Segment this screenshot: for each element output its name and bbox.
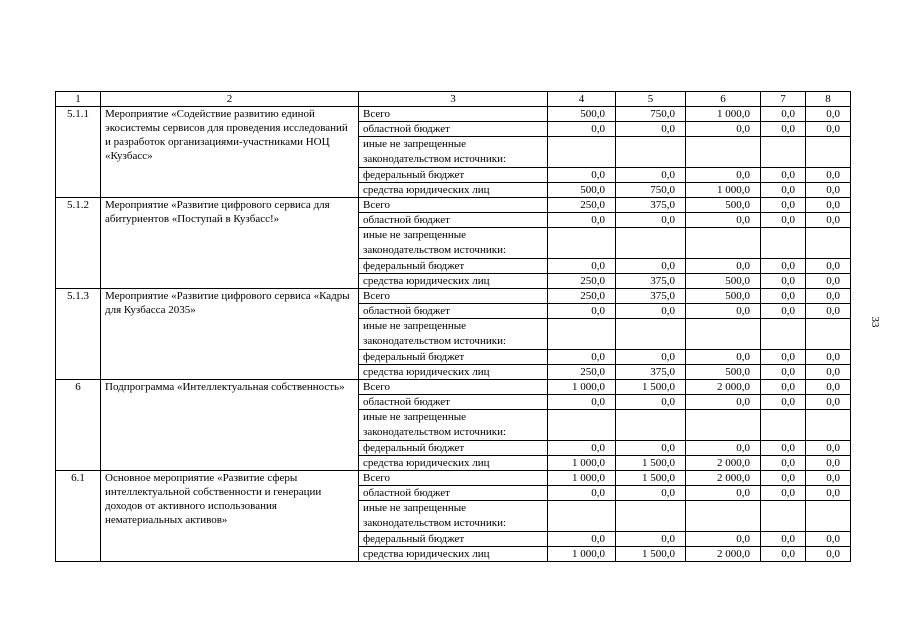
header-cell: 5: [616, 92, 686, 107]
table-row: [56, 289, 851, 304]
amount-cell: [761, 137, 806, 168]
item-name: Мероприятие «Развитие цифрового сервиса «Кадры для Кузбасса 2035»: [101, 289, 359, 380]
item-code: 6: [56, 380, 101, 471]
amount-cell: [806, 319, 851, 350]
amount-cell: 0,0: [761, 532, 806, 547]
funding-source-label: федеральный бюджет: [359, 168, 548, 183]
amount-cell: 0,0: [761, 289, 806, 304]
item-code: 5.1.2: [56, 198, 101, 289]
amount-cell: 0,0: [761, 304, 806, 319]
header-cell: 6: [686, 92, 761, 107]
amount-cell: 0,0: [548, 122, 616, 137]
funding-source-label: иные не запрещенные законодательством источники:: [359, 410, 548, 441]
header-cell: 1: [56, 92, 101, 107]
amount-cell: [616, 228, 686, 259]
amount-cell: 0,0: [806, 486, 851, 501]
amount-cell: 0,0: [686, 304, 761, 319]
amount-cell: 0,0: [806, 107, 851, 122]
amount-cell: [806, 410, 851, 441]
amount-cell: 500,0: [686, 198, 761, 213]
amount-cell: 0,0: [548, 168, 616, 183]
amount-cell: 0,0: [616, 532, 686, 547]
amount-cell: 0,0: [548, 259, 616, 274]
amount-cell: [806, 501, 851, 532]
funding-source-label: средства юридических лиц: [359, 365, 548, 380]
amount-cell: 0,0: [686, 259, 761, 274]
amount-cell: 0,0: [806, 274, 851, 289]
amount-cell: [548, 228, 616, 259]
amount-cell: 0,0: [761, 471, 806, 486]
amount-cell: 500,0: [548, 107, 616, 122]
item-name: Мероприятие «Содействие развитию единой экосистемы сервисов для проведения исследований и разработок организациями-участниками НОЦ «Кузбасс»: [101, 107, 359, 198]
amount-cell: 0,0: [761, 213, 806, 228]
funding-source-label: Всего: [359, 107, 548, 122]
amount-cell: 0,0: [761, 365, 806, 380]
amount-cell: 375,0: [616, 365, 686, 380]
table-row: [56, 380, 851, 395]
amount-cell: 0,0: [806, 365, 851, 380]
amount-cell: 0,0: [548, 350, 616, 365]
amount-cell: 0,0: [686, 395, 761, 410]
amount-cell: 0,0: [806, 198, 851, 213]
amount-cell: 500,0: [686, 365, 761, 380]
amount-cell: 0,0: [616, 395, 686, 410]
header-cell: 4: [548, 92, 616, 107]
amount-cell: 0,0: [686, 486, 761, 501]
amount-cell: 0,0: [761, 441, 806, 456]
amount-cell: 0,0: [761, 274, 806, 289]
funding-source-label: Всего: [359, 198, 548, 213]
header-cell: 2: [101, 92, 359, 107]
funding-source-label: федеральный бюджет: [359, 441, 548, 456]
amount-cell: 0,0: [806, 213, 851, 228]
amount-cell: 2 000,0: [686, 471, 761, 486]
amount-cell: 0,0: [616, 486, 686, 501]
amount-cell: 0,0: [806, 441, 851, 456]
amount-cell: 1 000,0: [686, 107, 761, 122]
amount-cell: [548, 410, 616, 441]
amount-cell: 0,0: [806, 350, 851, 365]
amount-cell: 1 000,0: [548, 547, 616, 562]
amount-cell: 0,0: [761, 395, 806, 410]
amount-cell: 0,0: [548, 304, 616, 319]
amount-cell: 0,0: [686, 532, 761, 547]
amount-cell: 750,0: [616, 183, 686, 198]
amount-cell: 0,0: [548, 486, 616, 501]
amount-cell: 0,0: [761, 183, 806, 198]
amount-cell: 375,0: [616, 274, 686, 289]
item-code: 5.1.3: [56, 289, 101, 380]
funding-source-label: областной бюджет: [359, 486, 548, 501]
amount-cell: 0,0: [686, 441, 761, 456]
amount-cell: 1 000,0: [548, 380, 616, 395]
amount-cell: [616, 137, 686, 168]
amount-cell: 0,0: [616, 259, 686, 274]
amount-cell: 0,0: [806, 395, 851, 410]
funding-source-label: иные не запрещенные законодательством источники:: [359, 228, 548, 259]
header-row: [56, 92, 851, 107]
table-row: [56, 107, 851, 122]
amount-cell: 0,0: [806, 183, 851, 198]
funding-source-label: областной бюджет: [359, 213, 548, 228]
amount-cell: 0,0: [548, 532, 616, 547]
amount-cell: 2 000,0: [686, 456, 761, 471]
amount-cell: [761, 410, 806, 441]
amount-cell: 0,0: [761, 107, 806, 122]
amount-cell: 0,0: [761, 198, 806, 213]
amount-cell: 0,0: [806, 259, 851, 274]
page-number: 33: [869, 316, 881, 328]
amount-cell: 0,0: [761, 350, 806, 365]
amount-cell: [616, 319, 686, 350]
amount-cell: 0,0: [806, 547, 851, 562]
amount-cell: 2 000,0: [686, 380, 761, 395]
amount-cell: [616, 501, 686, 532]
amount-cell: [548, 319, 616, 350]
amount-cell: [806, 137, 851, 168]
funding-source-label: федеральный бюджет: [359, 532, 548, 547]
funding-source-label: средства юридических лиц: [359, 274, 548, 289]
amount-cell: [686, 319, 761, 350]
amount-cell: 1 500,0: [616, 471, 686, 486]
amount-cell: 0,0: [806, 456, 851, 471]
funding-source-label: областной бюджет: [359, 122, 548, 137]
amount-cell: 0,0: [806, 471, 851, 486]
amount-cell: 0,0: [806, 168, 851, 183]
amount-cell: [686, 410, 761, 441]
funding-source-label: иные не запрещенные законодательством источники:: [359, 137, 548, 168]
amount-cell: 0,0: [806, 532, 851, 547]
amount-cell: 250,0: [548, 289, 616, 304]
amount-cell: 0,0: [616, 168, 686, 183]
funding-source-label: средства юридических лиц: [359, 456, 548, 471]
header-cell: 8: [806, 92, 851, 107]
amount-cell: 1 500,0: [616, 456, 686, 471]
amount-cell: 1 000,0: [548, 471, 616, 486]
amount-cell: 0,0: [548, 395, 616, 410]
item-code: 5.1.1: [56, 107, 101, 198]
amount-cell: 0,0: [761, 380, 806, 395]
amount-cell: 0,0: [806, 122, 851, 137]
item-name: Основное мероприятие «Развитие сферы интеллектуальной собственности и генерации доходов от активного использования нематериальных активов»: [101, 471, 359, 562]
item-code: 6.1: [56, 471, 101, 562]
item-name: Подпрограмма «Интеллектуальная собственность»: [101, 380, 359, 471]
funding-source-label: иные не запрещенные законодательством источники:: [359, 501, 548, 532]
amount-cell: 0,0: [616, 213, 686, 228]
amount-cell: 0,0: [806, 380, 851, 395]
amount-cell: 0,0: [686, 122, 761, 137]
amount-cell: 0,0: [761, 259, 806, 274]
amount-cell: 0,0: [616, 304, 686, 319]
amount-cell: 0,0: [686, 350, 761, 365]
amount-cell: 0,0: [761, 168, 806, 183]
amount-cell: 750,0: [616, 107, 686, 122]
funding-source-label: федеральный бюджет: [359, 259, 548, 274]
amount-cell: 2 000,0: [686, 547, 761, 562]
funding-source-label: Всего: [359, 289, 548, 304]
amount-cell: 0,0: [548, 213, 616, 228]
amount-cell: 0,0: [761, 486, 806, 501]
amount-cell: [548, 501, 616, 532]
amount-cell: 1 500,0: [616, 380, 686, 395]
amount-cell: 1 000,0: [548, 456, 616, 471]
amount-cell: 0,0: [548, 441, 616, 456]
amount-cell: [761, 501, 806, 532]
amount-cell: 375,0: [616, 289, 686, 304]
amount-cell: 0,0: [806, 304, 851, 319]
amount-cell: [761, 319, 806, 350]
funding-source-label: Всего: [359, 380, 548, 395]
table-row: [56, 198, 851, 213]
funding-source-label: Всего: [359, 471, 548, 486]
amount-cell: 250,0: [548, 274, 616, 289]
amount-cell: [761, 228, 806, 259]
funding-source-label: федеральный бюджет: [359, 350, 548, 365]
amount-cell: 0,0: [761, 547, 806, 562]
amount-cell: [806, 228, 851, 259]
table-row: [56, 471, 851, 486]
header-cell: 7: [761, 92, 806, 107]
budget-table: [55, 91, 851, 562]
amount-cell: 0,0: [686, 168, 761, 183]
amount-cell: 0,0: [761, 456, 806, 471]
amount-cell: 0,0: [761, 122, 806, 137]
amount-cell: 1 000,0: [686, 183, 761, 198]
amount-cell: 1 500,0: [616, 547, 686, 562]
item-name: Мероприятие «Развитие цифрового сервиса для абитуриентов «Поступай в Кузбасс!»: [101, 198, 359, 289]
amount-cell: [686, 228, 761, 259]
amount-cell: 500,0: [686, 274, 761, 289]
amount-cell: [686, 501, 761, 532]
amount-cell: 0,0: [806, 289, 851, 304]
amount-cell: [616, 410, 686, 441]
amount-cell: [548, 137, 616, 168]
amount-cell: [686, 137, 761, 168]
amount-cell: 0,0: [616, 122, 686, 137]
funding-source-label: иные не запрещенные законодательством источники:: [359, 319, 548, 350]
amount-cell: 375,0: [616, 198, 686, 213]
header-cell: 3: [359, 92, 548, 107]
amount-cell: 0,0: [686, 213, 761, 228]
funding-source-label: областной бюджет: [359, 304, 548, 319]
funding-source-label: областной бюджет: [359, 395, 548, 410]
funding-source-label: средства юридических лиц: [359, 547, 548, 562]
amount-cell: 250,0: [548, 365, 616, 380]
funding-source-label: средства юридических лиц: [359, 183, 548, 198]
amount-cell: 500,0: [548, 183, 616, 198]
amount-cell: 250,0: [548, 198, 616, 213]
amount-cell: 500,0: [686, 289, 761, 304]
amount-cell: 0,0: [616, 441, 686, 456]
amount-cell: 0,0: [616, 350, 686, 365]
